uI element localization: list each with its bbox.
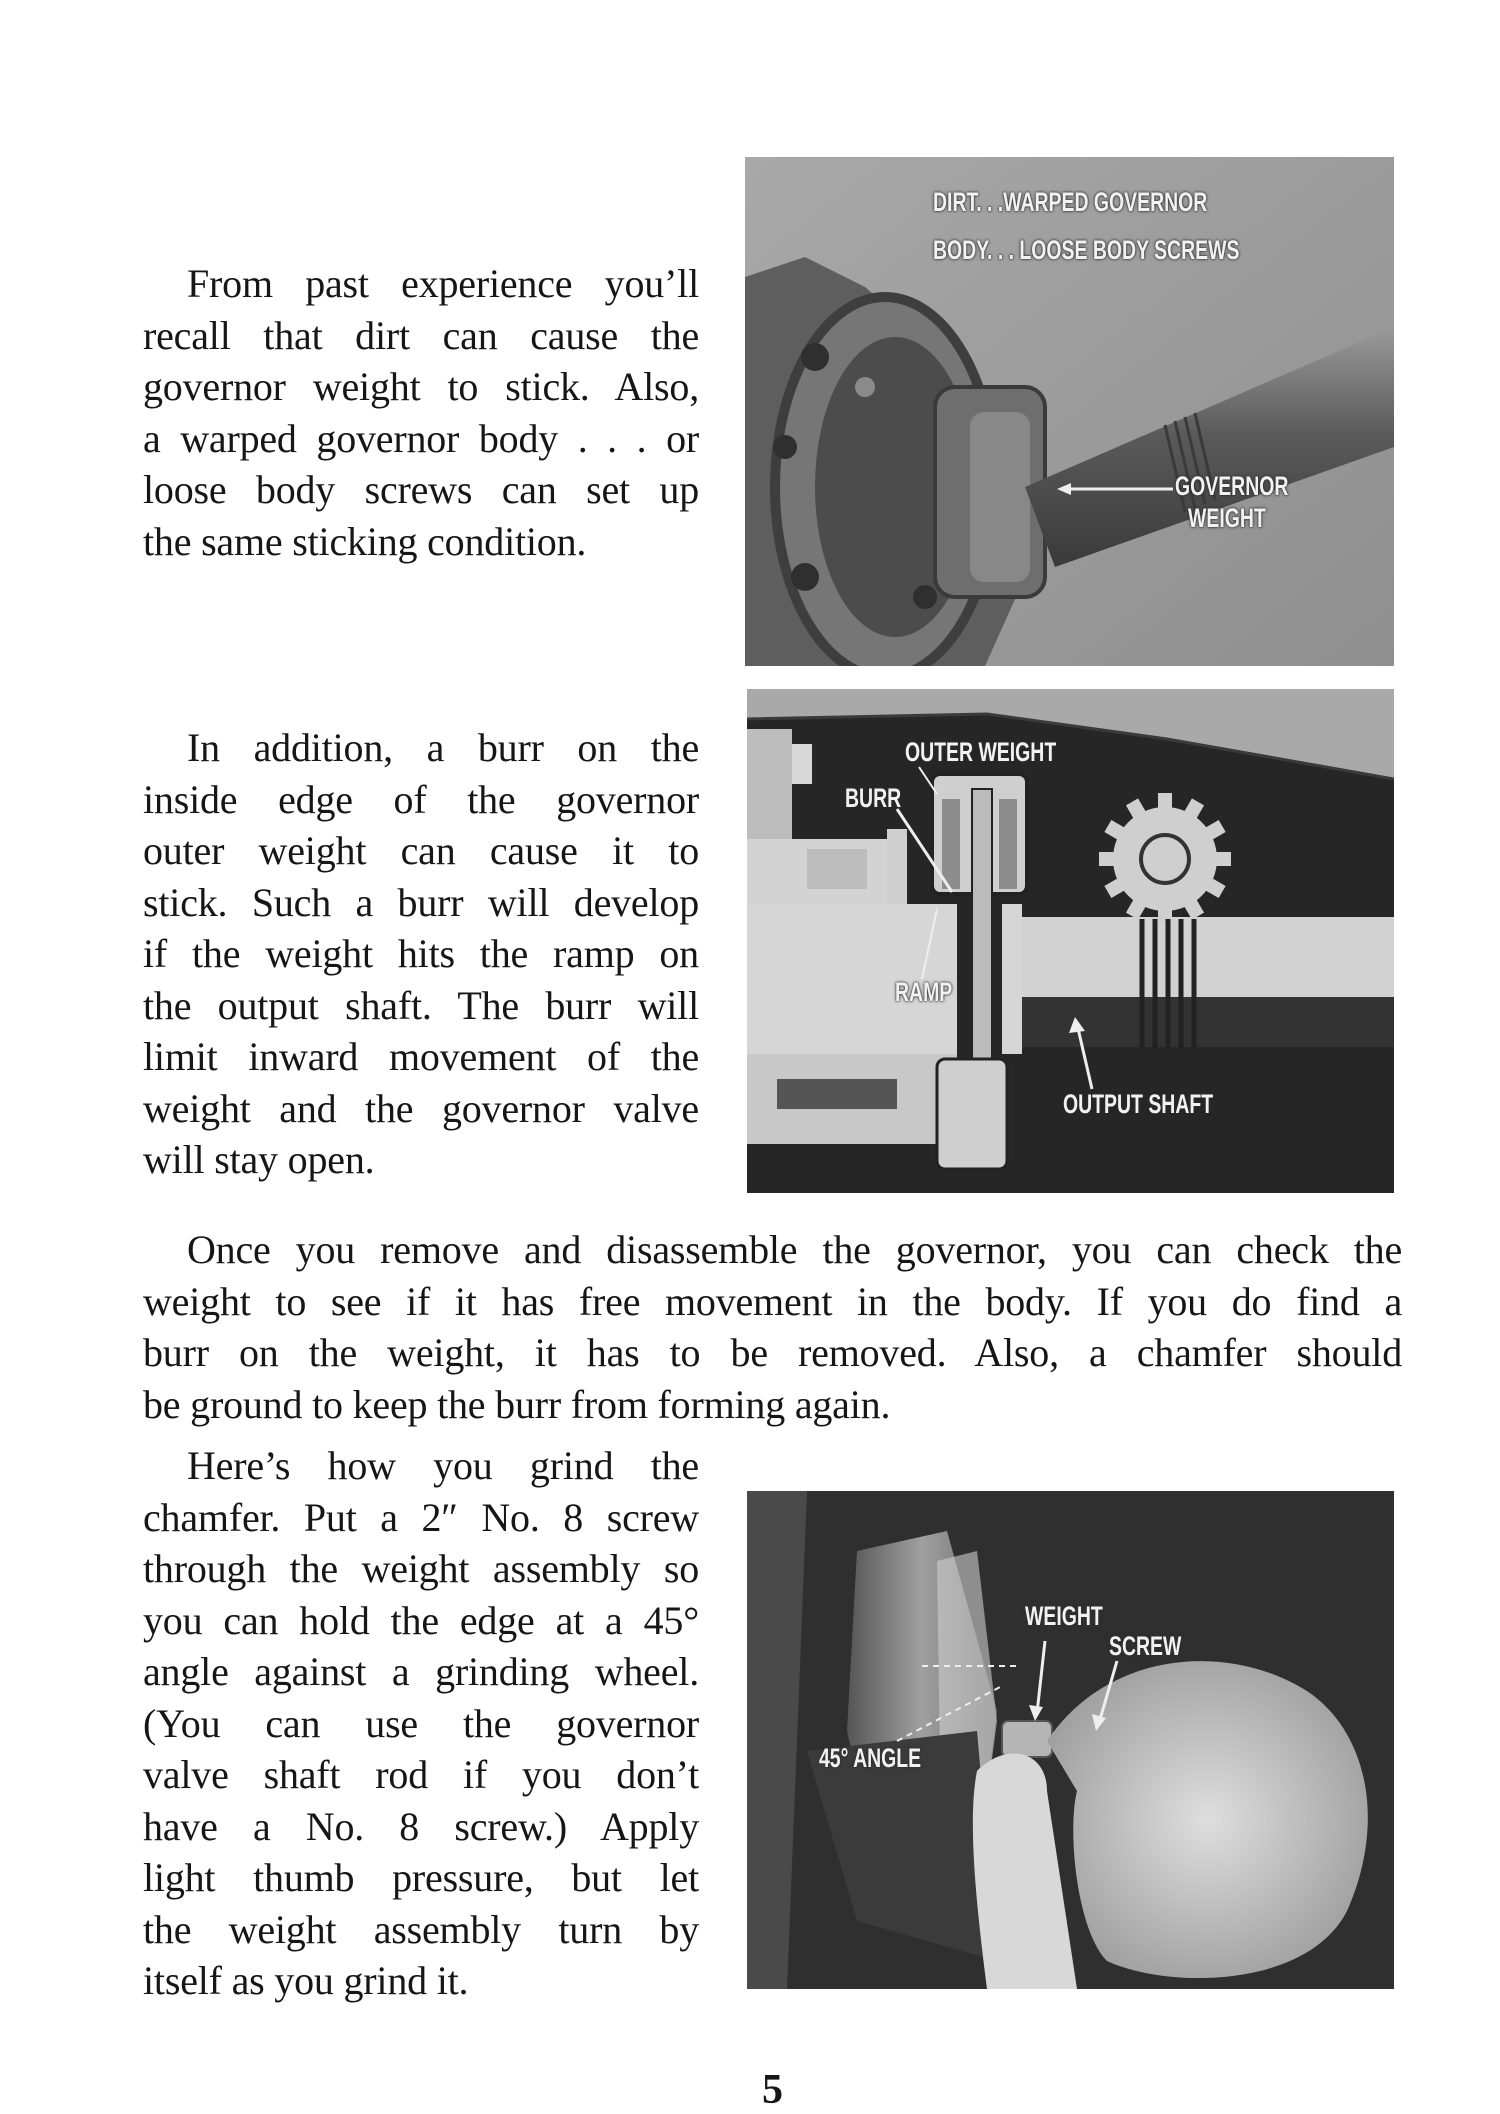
paragraph-remove-disassemble — [143, 1224, 1402, 1430]
text-line: (You can use the governor — [143, 1700, 699, 1746]
label-output-shaft: OUTPUT SHAFT — [1063, 1089, 1214, 1119]
text-line: limit inward movement of the — [143, 1034, 699, 1079]
text-line: have a No. 8 screw.) Apply — [143, 1803, 699, 1849]
paragraph-grind-chamfer — [143, 1440, 699, 2007]
text-line: loose body screws can set up — [143, 467, 699, 512]
text-line: recall that dirt can cause the — [143, 312, 699, 358]
text-line: weight to see if it has free movement in the body. If you do find a — [143, 1278, 1402, 1324]
text-line: Here’s how you grind the — [187, 1443, 699, 1488]
paragraph-dirt-warped-body — [143, 258, 699, 567]
governor-photo-illustration — [745, 157, 1394, 666]
caption-dirt-warped-governor: DIRT. . .WARPED GOVERNOR — [933, 187, 1208, 217]
text-line: angle against a grinding wheel. — [143, 1649, 699, 1694]
callout-governor: GOVERNOR — [1175, 471, 1289, 501]
text-line: light thumb pressure, but let — [143, 1855, 699, 1900]
text-line: will stay open. — [143, 1137, 375, 1182]
label-screw: SCREW — [1109, 1631, 1182, 1661]
text-line: the same sticking condition. — [143, 518, 587, 564]
text-line: the output shaft. The burr will — [143, 982, 699, 1028]
paragraph-burr-outer-weight — [143, 722, 699, 1186]
label-45-degree-angle: 45° ANGLE — [819, 1743, 922, 1773]
page-number: 5 — [762, 2067, 783, 2113]
text-line: In addition, a burr on the — [187, 725, 699, 770]
text-line: outer weight can cause it to — [143, 828, 699, 873]
text-line: valve shaft rod if you don’t — [143, 1752, 699, 1797]
text-line: itself as you grind it. — [143, 1958, 469, 2003]
label-burr: BURR — [845, 783, 902, 813]
label-weight: WEIGHT — [1025, 1601, 1103, 1631]
text-line: the weight assembly turn by — [143, 1906, 699, 1952]
text-line: governor weight to stick. Also, — [143, 364, 699, 409]
text-line: a warped governor body . . . or — [143, 415, 699, 461]
grinding-photo-illustration — [747, 1491, 1394, 1989]
text-line: Once you remove and disassemble the governor, you can check the — [187, 1227, 1402, 1272]
text-line: be ground to keep the burr from forming again. — [143, 1381, 891, 1427]
label-ramp: RAMP — [895, 977, 953, 1007]
governor-photo — [745, 157, 1394, 666]
text-line: through the weight assembly so — [143, 1546, 699, 1591]
text-line: weight and the governor valve — [143, 1085, 699, 1131]
caption-loose-body-screws: BODY. . . LOOSE BODY SCREWS — [933, 235, 1240, 265]
text-line: you can hold the edge at a 45° — [143, 1597, 699, 1643]
text-line: stick. Such a burr will develop — [143, 879, 699, 925]
callout-weight: WEIGHT — [1188, 503, 1266, 533]
text-line: if the weight hits the ramp on — [143, 931, 699, 976]
text-line: inside edge of the governor — [143, 776, 699, 822]
label-outer-weight: OUTER WEIGHT — [905, 737, 1057, 767]
governor-cutaway-diagram — [747, 689, 1394, 1193]
grinding-photo — [747, 1491, 1394, 1989]
text-line: burr on the weight, it has to be removed. Also, a chamfer should — [143, 1330, 1402, 1375]
text-line: chamfer. Put a 2″ No. 8 screw — [143, 1494, 699, 1540]
text-line: From past experience you’ll — [187, 261, 699, 306]
